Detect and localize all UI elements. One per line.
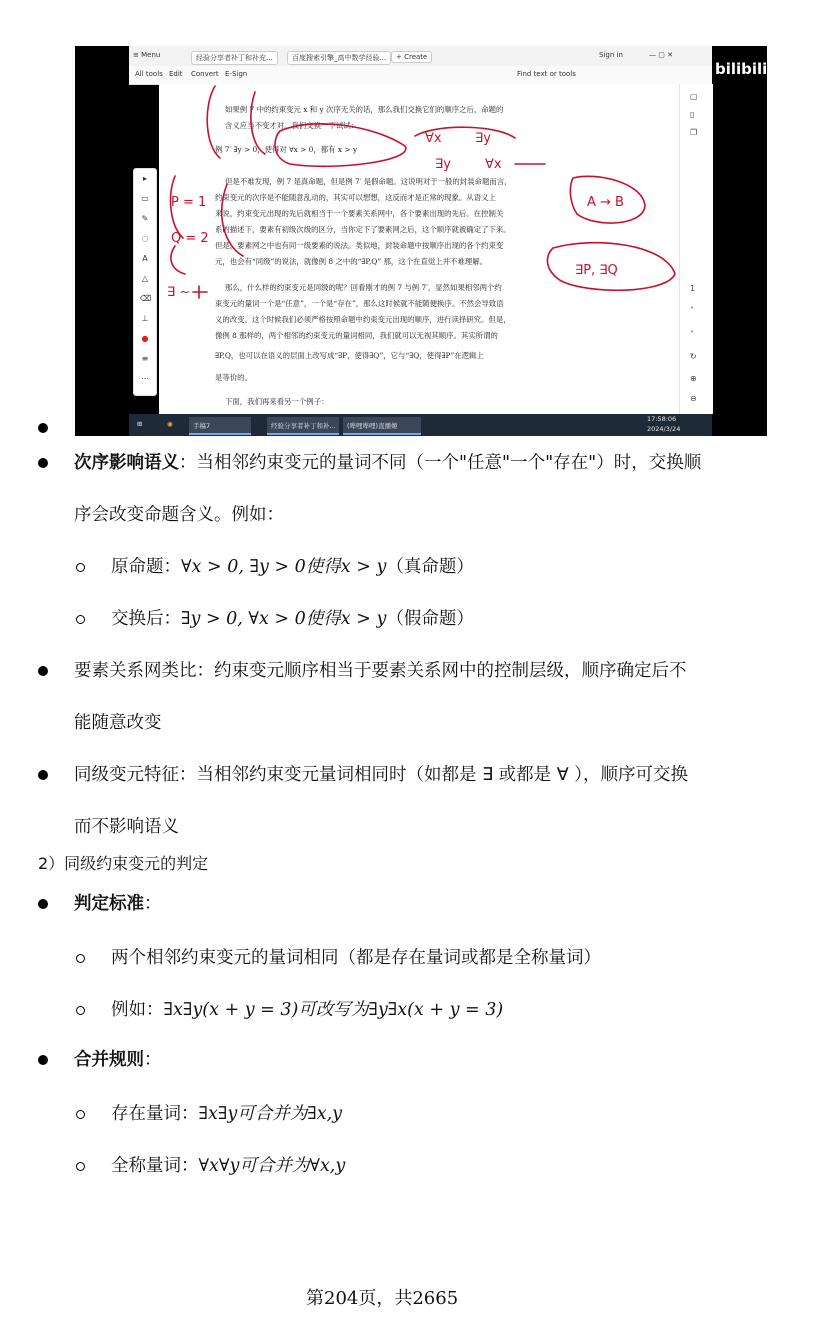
color-dot-icon: ● [141, 334, 149, 343]
toolbar-item: Convert [191, 70, 219, 78]
page-line: 例 7′ ∃y > 0，使得对 ∀x > 0，都有 x > y [215, 145, 358, 154]
chrome-icon: ◉ [167, 420, 173, 428]
page-line: 系的描述下，要素有初级次级的区分，当你定下了要素网之后，这个顺序就被确定了下来。 [215, 225, 511, 234]
page-line: 如果例 7 中的约束变元 x 和 y 次序无关的话，那么我们交换它们的顺序之后，命题的 [225, 105, 504, 114]
bookmark-icon: ▯ [690, 110, 695, 119]
list-item: 判定标准： [74, 894, 162, 914]
taskbar-app: (哔哩哔哩)直播姬 [343, 417, 421, 435]
toolbar-item: E-Sign [225, 70, 248, 78]
page-line: 下面，我们再来看另一个例子： [225, 397, 329, 406]
list-bullet [38, 1055, 48, 1065]
math-expression: ∃x∃y可合并为∃x,y [198, 1104, 343, 1124]
list-item: 合并规则： [74, 1050, 162, 1070]
ink-text: ∃ ~ [167, 285, 191, 300]
item-title: 判定标准 [74, 894, 144, 914]
sub-list-item: 全称量词：∀x∀y可合并为∀x,y [111, 1156, 346, 1176]
page-line: 像例 8 那样的，两个相邻的约束变元的量词相同，我们就可以无视其顺序。其实所谓的 [215, 331, 498, 340]
toolbar-item: Edit [169, 70, 183, 78]
ink-text: Q = 2 [171, 231, 209, 246]
copy-icon: ❐ [690, 128, 698, 137]
zoom-in-icon: ⊕ [690, 374, 697, 383]
list-item-continuation: 能随意改变 [74, 713, 162, 733]
ink-text: ∀x [485, 157, 502, 172]
browser-tab: 经验分享者补丁和补充... [191, 51, 278, 65]
sub-list-item: 存在量词：∃x∃y可合并为∃x,y [111, 1104, 343, 1124]
math-expression: ∀x∀y可合并为∀x,y [198, 1156, 346, 1176]
sub-bullet [76, 1162, 85, 1171]
lines-icon: ≡ [141, 354, 149, 363]
taskbar-time: 17:58:06 [647, 415, 677, 423]
page-line: ∃P,Q，也可以在语义的层面上改写成“∃P，使得∃Q”，它与“∃Q，使得∃P”在逻辑上 [215, 351, 484, 360]
ink-text: ∃y [475, 131, 491, 146]
math-expression: ∀x > 0, ∃y > 0使得x > y [181, 557, 387, 577]
rotate-icon: ↻ [690, 352, 697, 361]
create-tab-button: + Create [391, 51, 432, 63]
page-number-icon: 1 [690, 284, 696, 293]
menu-button: ≡ Menu [133, 51, 161, 59]
list-item [74, 451, 701, 475]
page-line: 元，也会有“同级”的说法，就像例 8 之中的“∃P,Q” 那，这个在直觉上并不难理解。 [215, 257, 488, 266]
page-line: 束变元的量词一个是“任意”，一个是“存在”，那么这时候就不能随便换序。不然会导致语 [215, 299, 504, 308]
page-line: 那么，什么样的约束变元是同级的呢？回看刚才的例 7 与例 7′，显然如果相邻两个约 [225, 283, 502, 292]
math-expression: ∃y > 0, ∀x > 0使得x > y [181, 609, 387, 629]
sub-bullet [76, 954, 85, 963]
ink-text: ∃y [435, 157, 451, 172]
ink-annotations [75, 46, 767, 436]
scroll-down-icon: ˅ [690, 330, 694, 339]
window-controls: — ▢ ✕ [649, 51, 673, 59]
page-line: 义的改变。这个时候我们必须严格按照命题中约束变元出现的顺序，进行读择研究。但是， [215, 315, 511, 324]
list-bullet [38, 666, 48, 676]
embedded-video-screenshot [75, 46, 767, 436]
sub-bullet [76, 1110, 85, 1119]
sub-list-item: 原命题：∀x > 0, ∃y > 0使得x > y（真命题） [111, 557, 474, 577]
list-bullet [38, 770, 48, 780]
ink-text: ∃P, ∃Q [575, 263, 618, 278]
bilibili-watermark: bilibili [715, 60, 767, 78]
sub-bullet [76, 563, 85, 572]
zoom-out-icon: ⊖ [690, 394, 697, 403]
page-line: 含义应当不变才对。我们交换一下试试： [225, 121, 359, 130]
list-bullet [38, 899, 48, 909]
text-box-icon: A [142, 254, 148, 263]
section-heading: 2）同级约束变元的判定 [38, 854, 209, 873]
list-item: 要素关系网类比：约束变元顺序相当于要素关系网中的控制层级，顺序确定后不 [74, 661, 687, 681]
list-item-continuation: 而不影响语义 [74, 817, 179, 837]
sub-list-item: 例如：∃x∃y(x + y = 3)可改写为∃y∃x(x + y = 3) [111, 1000, 504, 1020]
toolbar-item: All tools [135, 70, 163, 78]
sub-list-item: 交换后：∃y > 0, ∀x > 0使得x > y（假命题） [111, 609, 474, 629]
sign-in-link: Sign in [599, 51, 623, 59]
comment-icon: ▭ [141, 194, 149, 203]
taskbar-date: 2024/3/24 [647, 425, 681, 433]
page-line: 约束变元的次序是不能随意乱动的，其实可以想想，这反而才是正常的现象。从语义上 [215, 193, 496, 202]
start-icon: ⊞ [137, 420, 143, 428]
list-bullet [38, 458, 48, 468]
pen-icon: ✎ [141, 214, 149, 223]
ink-text: A → B [587, 195, 624, 210]
item-text: ：当相邻约束变元的量词不同（一个"任意"一个"存在"）时，交换顺 [179, 453, 702, 473]
page-line: 来说，约束变元出现的先后就相当于一个要素关系网中，各个要素出现的先后。在控制关 [215, 209, 504, 218]
page-line: 是等价的。 [215, 373, 252, 382]
sub-list-item: 两个相邻约束变元的量词相同（都是存在量词或都是全称量词） [111, 948, 601, 968]
list-bullet [38, 423, 48, 433]
list-item-continuation: 序会改变命题含义。例如： [74, 505, 284, 525]
cursor-icon: ▸ [142, 174, 147, 183]
taskbar-app: 经验分享者补丁和补... [267, 417, 339, 435]
eraser-icon: ⌫ [140, 294, 152, 303]
shapes-icon: △ [141, 274, 149, 283]
browser-tab: 百度搜索引擎_高中数学经验... [287, 51, 391, 65]
math-expression: ∃x∃y(x + y = 3)可改写为∃y∃x(x + y = 3) [163, 1000, 504, 1020]
sub-bullet [76, 1006, 85, 1015]
page-footer: 第204页，共2665 [306, 1288, 459, 1309]
item-title: 次序影响语义 [74, 453, 179, 473]
ink-text: ∀x [425, 131, 442, 146]
pin-icon: ⊥ [141, 314, 149, 323]
scroll-up-icon: ˄ [690, 306, 694, 315]
taskbar-app: 手稿7 [189, 417, 251, 435]
highlight-icon: ◌ [141, 234, 149, 243]
chat-icon: ▢ [690, 92, 698, 101]
page-line: 但是，要素网之中也有同一级要素的说法。类似地，封装命题中按顺序出现的各个约束变 [215, 241, 504, 250]
sub-bullet [76, 615, 85, 624]
page-line: 但是不难发现，例 7 是真命题，但是例 7′ 是假命题。这说明对于一般的封装命题而言， [225, 177, 512, 186]
ink-text: P = 1 [171, 195, 207, 210]
list-item: 同级变元特征：当相邻约束变元量词相同时（如都是 ∃ 或都是 ∀ ），顺序可交换 [74, 765, 689, 785]
more-icon: ⋯ [141, 374, 149, 383]
find-text-search: Find text or tools [517, 70, 576, 78]
item-title: 合并规则 [74, 1050, 144, 1070]
